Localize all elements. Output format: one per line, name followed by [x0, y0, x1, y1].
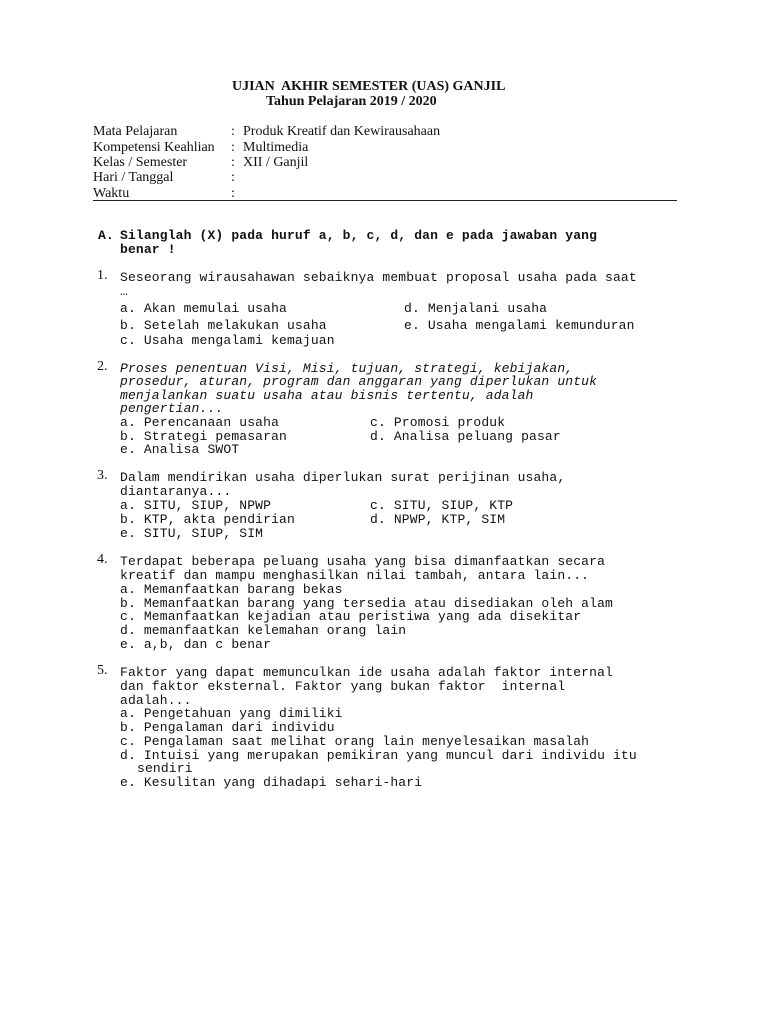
- header-divider: [93, 200, 677, 201]
- question-text: kreatif dan mampu menghasilkan nilai tambah, antara lain...: [120, 568, 590, 583]
- meta-value-competency: Multimedia: [243, 140, 309, 155]
- question-number: 3.: [97, 468, 108, 483]
- question-text: menjalankan suatu usaha atau bisnis tertentu, adalah: [120, 388, 534, 403]
- answer-option[interactable]: b. Memanfaatkan barang yang tersedia atau disediakan oleh alam: [120, 596, 613, 611]
- answer-option[interactable]: e. Analisa SWOT: [120, 442, 240, 457]
- meta-label-competency: Kompetensi Keahlian: [93, 140, 215, 155]
- meta-label-subject: Mata Pelajaran: [93, 124, 178, 139]
- question-text: Dalam mendirikan usaha diperlukan surat perijinan usaha,: [120, 470, 566, 485]
- meta-colon: :: [231, 170, 235, 185]
- meta-label-class: Kelas / Semester: [93, 155, 188, 170]
- answer-option[interactable]: e. SITU, SIUP, SIM: [120, 526, 264, 541]
- answer-option[interactable]: d. memanfaatkan kelemahan orang lain: [120, 623, 407, 638]
- answer-option[interactable]: e. Usaha mengalami kemunduran: [404, 318, 635, 333]
- answer-option[interactable]: b. Strategi pemasaran: [120, 429, 287, 444]
- question-text: pengertian...: [120, 401, 224, 416]
- answer-option[interactable]: a. Memanfaatkan barang bekas: [120, 582, 343, 597]
- question-number: 4.: [97, 552, 108, 567]
- answer-option[interactable]: d. Intuisi yang merupakan pemikiran yang muncul dari individu itu: [120, 748, 637, 763]
- question-text: adalah...: [120, 693, 192, 708]
- answer-option[interactable]: c. Pengalaman saat melihat orang lain menyelesaikan masalah: [120, 734, 590, 749]
- section-instruction-cont: benar !: [120, 242, 176, 257]
- exam-title: UJIAN AKHIR SEMESTER (UAS) GANJIL: [232, 79, 506, 94]
- meta-label-time: Waktu: [93, 186, 130, 201]
- answer-option-cont: sendiri: [137, 761, 193, 776]
- meta-colon: :: [231, 155, 235, 170]
- question-number: 2.: [97, 359, 108, 374]
- academic-year: Tahun Pelajaran 2019 / 2020: [266, 94, 437, 109]
- meta-colon: :: [231, 124, 235, 139]
- question-text: dan faktor eksternal. Faktor yang bukan faktor internal: [120, 679, 566, 694]
- meta-colon: :: [231, 140, 235, 155]
- answer-option[interactable]: e. a,b, dan c benar: [120, 637, 272, 652]
- answer-option[interactable]: d. NPWP, KTP, SIM: [370, 512, 506, 527]
- answer-option[interactable]: b. KTP, akta pendirian: [120, 512, 295, 527]
- meta-value-class: XII / Ganjil: [243, 155, 309, 170]
- question-text: prosedur, aturan, program dan anggaran yang diperlukan untuk: [120, 374, 598, 389]
- answer-option[interactable]: d. Menjalani usaha: [404, 301, 548, 316]
- answer-option[interactable]: d. Analisa peluang pasar: [370, 429, 561, 444]
- question-text: Proses penentuan Visi, Misi, tujuan, strategi, kebijakan,: [120, 361, 574, 376]
- answer-option[interactable]: e. Kesulitan yang dihadapi sehari-hari: [120, 775, 423, 790]
- answer-option[interactable]: c. Promosi produk: [370, 415, 506, 430]
- question-text: Seseorang wirausahawan sebaiknya membuat proposal usaha pada saat: [120, 270, 637, 285]
- meta-colon: :: [231, 186, 235, 201]
- answer-option[interactable]: b. Setelah melakukan usaha: [120, 318, 327, 333]
- answer-option[interactable]: c. Memanfaatkan kejadian atau peristiwa yang ada disekitar: [120, 609, 582, 624]
- answer-option[interactable]: a. SITU, SIUP, NPWP: [120, 498, 272, 513]
- answer-option[interactable]: c. Usaha mengalami kemajuan: [120, 333, 335, 348]
- question-text: diantaranya...: [120, 484, 232, 499]
- question-text: Faktor yang dapat memunculkan ide usaha adalah faktor internal: [120, 665, 613, 680]
- question-number: 1.: [97, 268, 108, 283]
- meta-value-subject: Produk Kreatif dan Kewirausahaan: [243, 124, 441, 139]
- section-letter: A.: [98, 228, 114, 243]
- answer-option[interactable]: a. Akan memulai usaha: [120, 301, 287, 316]
- answer-option[interactable]: b. Pengalaman dari individu: [120, 720, 335, 735]
- question-text: …: [120, 284, 128, 299]
- answer-option[interactable]: a. Perencanaan usaha: [120, 415, 280, 430]
- section-instruction: Silanglah (X) pada huruf a, b, c, d, dan e pada jawaban yang: [120, 228, 598, 243]
- meta-label-date: Hari / Tanggal: [93, 170, 174, 185]
- question-text: Terdapat beberapa peluang usaha yang bisa dimanfaatkan secara: [120, 554, 606, 569]
- answer-option[interactable]: a. Pengetahuan yang dimiliki: [120, 706, 343, 721]
- answer-option[interactable]: c. SITU, SIUP, KTP: [370, 498, 514, 513]
- question-number: 5.: [97, 663, 108, 678]
